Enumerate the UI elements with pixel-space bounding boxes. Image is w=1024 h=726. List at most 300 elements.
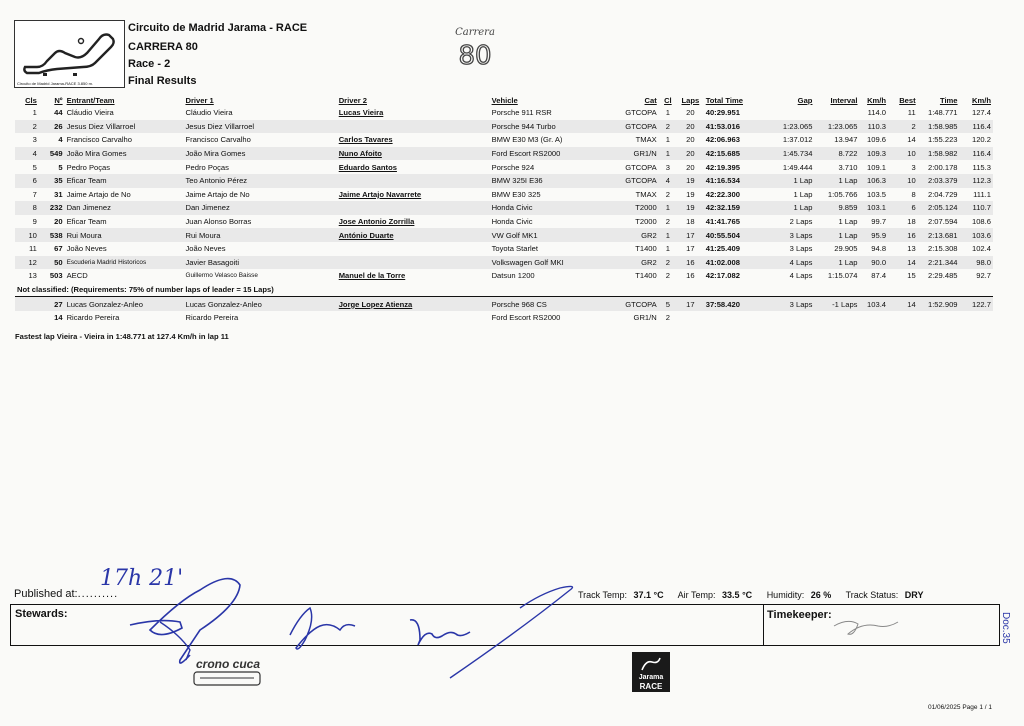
cell-kmh: 94.8 (871, 244, 887, 254)
cell-cat: GR1/N (613, 147, 658, 161)
jarama-race-logo (632, 652, 670, 692)
cell-laps: 19 (686, 189, 695, 199)
cell-laps: 19 (677, 201, 704, 215)
cell-best: 10 (888, 147, 918, 161)
cell-interval: 1:05.766 (827, 189, 858, 199)
cell-best: 2 (888, 120, 918, 134)
air-temp-label: Air Temp: (677, 590, 716, 600)
cell-total: 42:06.963 (705, 135, 740, 145)
cell-gap: 4 Laps (771, 256, 814, 270)
fastest-lap-note: Fastest lap Vieira - Vieira in 1:48.771 at 127.4 Km/h in lap 11 (15, 332, 229, 341)
cell-cat: T2000 (613, 201, 658, 215)
cell-cl: 2 (659, 120, 677, 134)
cell-gap: 1:23.065 (771, 120, 814, 134)
cell-gap: 1 Lap (771, 201, 814, 215)
cell-no: 14 (54, 313, 63, 323)
race-logo-text: RACE (639, 682, 663, 691)
cell-interval: 29.905 (834, 244, 858, 254)
cell-driver2: António Duarte (337, 228, 490, 242)
cell-time: 2:07.594 (927, 217, 958, 227)
logo-text: Carrera (455, 27, 495, 38)
logo-number: 80 (458, 41, 492, 70)
cell-cl: 1 (665, 108, 670, 118)
cell-entrant: Lucas Gonzalez-Anleo (65, 297, 184, 311)
cell-vehicle: Toyota Starlet (491, 244, 539, 254)
cell-driver1: João Mira Gomes (183, 147, 336, 161)
side-note: Doc.35 (1000, 612, 1011, 644)
cell-time: 2:00.178 (927, 162, 958, 172)
cell-kmh: 110.3 (859, 120, 888, 134)
published-at: Published at:.......... 17h 21' (14, 566, 184, 600)
circuit-title: Circuito de Madrid Jarama - RACE (128, 22, 308, 34)
cell-entrant: AECD (66, 271, 88, 281)
cell-vehicle: BMW E30 325 (491, 189, 541, 199)
cell-no: 44 (54, 108, 63, 118)
cell-total: 41:53.016 (704, 120, 771, 134)
cell-cl: 2 (665, 217, 670, 227)
cell-interval: 8.722 (814, 147, 859, 161)
results-table (15, 94, 993, 325)
cell-vehicle: Porsche 968 CS (490, 297, 614, 311)
cell-best (888, 311, 918, 325)
cell-driver1: Jaime Artajo de No (185, 189, 250, 199)
cell-total: 41:16.534 (704, 174, 771, 188)
cell-best: 11 (907, 108, 916, 118)
track-status-value: DRY (904, 590, 924, 600)
cell-laps: 19 (677, 174, 704, 188)
page-info: 01/06/2025 Page 1 / 1 (928, 704, 992, 711)
cell-gap (771, 311, 814, 325)
cell-kmh2: 112.3 (960, 174, 993, 188)
cell-vehicle: Porsche 944 Turbo (490, 120, 614, 134)
cell-driver2 (337, 311, 490, 325)
cell-interval: 3.710 (838, 162, 858, 172)
cell-vehicle: Honda Civic (490, 201, 614, 215)
cell-driver2: Lucas Vieira (338, 108, 384, 118)
cell-driver2 (337, 256, 490, 270)
cell-cls: 9 (32, 217, 37, 227)
cell-driver1: João Neves (185, 244, 226, 254)
cell-entrant: João Mira Gomes (65, 147, 184, 161)
cell-driver2: Manuel de la Torre (338, 271, 406, 281)
cell-total: 40:29.951 (705, 108, 740, 118)
table-row (15, 106, 993, 120)
column-header: Km/h (972, 95, 991, 105)
column-header: Nº (54, 95, 63, 105)
cell-driver2: Jorge Lopez Atienza (337, 297, 490, 311)
cell-time: 1:52.909 (918, 297, 960, 311)
cell-vehicle: BMW E30 M3 (Gr. A) (491, 135, 563, 145)
cell-time: 2:04.729 (927, 189, 958, 199)
crono-cuca-logo (188, 654, 268, 688)
cell-best: 3 (911, 162, 916, 172)
cell-no: 232 (39, 201, 65, 215)
cell-no: 35 (39, 174, 65, 188)
cell-cat: GR2 (613, 228, 658, 242)
cell-entrant: Jesus Diez Villarroel (65, 120, 184, 134)
cell-laps: 20 (677, 147, 704, 161)
cell-gap (771, 106, 814, 120)
cell-kmh2: 122.7 (960, 297, 993, 311)
cell-driver1: Javier Basagoiti (183, 256, 336, 270)
cell-vehicle: Porsche 911 RSR (491, 108, 552, 118)
cell-kmh: 103.4 (859, 297, 888, 311)
carrera-80-logo (450, 24, 500, 70)
cell-cls: 6 (15, 174, 39, 188)
cell-kmh2: 102.4 (971, 244, 991, 254)
cell-gap: 2 Laps (789, 217, 813, 227)
cell-cl: 5 (659, 297, 677, 311)
cell-gap: 1:37.012 (782, 135, 813, 145)
cell-total: 41:25.409 (705, 244, 740, 254)
cell-driver2 (337, 174, 490, 188)
cell-total: 42:15.685 (704, 147, 771, 161)
cell-laps (677, 311, 704, 325)
cell-gap: 4 Laps (789, 271, 813, 281)
table-row (15, 120, 993, 134)
cell-kmh: 87.4 (871, 271, 887, 281)
cell-cl: 2 (665, 313, 670, 323)
cell-cls: 10 (15, 228, 39, 242)
column-header: Interval (830, 95, 858, 105)
cell-driver1: Cláudio Vieira (185, 108, 233, 118)
column-header: Driver 1 (185, 95, 214, 105)
cell-driver2: Nuno Afoito (337, 147, 490, 161)
column-header: Laps (681, 95, 700, 105)
cell-total: 37:58.420 (704, 297, 771, 311)
column-header: Time (939, 95, 958, 105)
cell-cat: GTCOPA (613, 297, 658, 311)
cell-no: 4 (58, 135, 63, 145)
cell-vehicle: Datsun 1200 (491, 271, 535, 281)
track-map (14, 20, 125, 88)
cell-driver1: Lucas Gonzalez-Anleo (183, 297, 336, 311)
published-label: Published at: (14, 588, 78, 600)
cell-best: 16 (888, 228, 918, 242)
humidity-label: Humidity: (766, 590, 805, 600)
cell-driver1: Dan Jimenez (183, 201, 336, 215)
track-caption: Circuito de Madrid Jarama-RACE 3.850 m. (17, 81, 94, 86)
cell-cat: GR2 (613, 256, 658, 270)
cell-cl: 2 (665, 271, 670, 281)
cell-total: 42:32.159 (704, 201, 771, 215)
column-header: Cl (664, 95, 672, 105)
cell-cl: 2 (665, 189, 670, 199)
cell-gap: 1 Lap (793, 189, 813, 199)
cell-kmh: 103.5 (867, 189, 887, 199)
cell-laps: 20 (686, 162, 695, 172)
cell-driver1: Teo Antonio Pérez (183, 174, 336, 188)
section-title: Final Results (128, 75, 197, 87)
cell-entrant: Francisco Carvalho (66, 135, 132, 145)
race-title: Race - 2 (128, 58, 171, 70)
cell-driver2: Eduardo Santos (338, 162, 397, 172)
cell-cls: 2 (15, 120, 39, 134)
table-row (15, 256, 993, 270)
not-classified-label: Not classified: (Requirements: 75% of number laps of leader = 15 Laps) (17, 285, 274, 295)
cell-time: 2:13.681 (918, 228, 960, 242)
box-divider (763, 605, 764, 645)
cell-laps: 17 (677, 297, 704, 311)
event-title: CARRERA 80 (128, 41, 198, 53)
cell-no: 503 (49, 271, 63, 281)
column-header: Cat (644, 95, 657, 105)
circuit-layout-icon (17, 23, 121, 79)
column-header: Total Time (705, 95, 743, 105)
cell-time: 1:58.985 (918, 120, 960, 134)
track-temp-label: Track Temp: (578, 590, 628, 600)
cell-entrant: Rui Moura (65, 228, 184, 242)
cell-total: 42:22.300 (705, 189, 740, 199)
track-status-label: Track Status: (845, 590, 899, 600)
cell-total (704, 311, 771, 325)
cell-cl: 2 (659, 256, 677, 270)
cell-kmh: 103.1 (859, 201, 888, 215)
cell-kmh: 109.3 (859, 147, 888, 161)
table-row (15, 215, 993, 229)
cell-cat: T1400 (635, 244, 657, 254)
cell-driver1: Rui Moura (183, 228, 336, 242)
cell-entrant: João Neves (66, 244, 107, 254)
published-time-handwritten: 17h 21' (100, 566, 184, 591)
stewards-label: Stewards: (15, 608, 68, 620)
cell-laps: 20 (686, 135, 695, 145)
column-header: Cls (25, 95, 37, 105)
cell-entrant: Pedro Poças (66, 162, 111, 172)
cell-driver1: Guillermo Velasco Baisse (185, 272, 258, 280)
cell-time: 1:58.982 (918, 147, 960, 161)
signature-box (10, 604, 1000, 646)
cell-no: 549 (39, 147, 65, 161)
cell-cl: 1 (659, 201, 677, 215)
cell-cls (15, 297, 39, 311)
cell-cl: 4 (659, 174, 677, 188)
table-header (15, 94, 993, 106)
column-header: Gap (797, 95, 813, 105)
table-row (15, 188, 993, 202)
cell-kmh: 109.6 (867, 135, 887, 145)
cell-laps: 18 (686, 217, 695, 227)
not-classified-header (15, 283, 993, 297)
cell-no: 31 (54, 189, 63, 199)
cell-kmh2: 116.4 (960, 147, 993, 161)
cell-gap: 3 Laps (771, 297, 814, 311)
cell-gap: 1 Lap (771, 174, 814, 188)
cell-cat: GR1/N (633, 313, 657, 323)
cell-best: 13 (907, 244, 916, 254)
column-header: Driver 2 (338, 95, 367, 105)
timekeeper-label: Timekeeper: (767, 609, 832, 621)
cell-kmh: 90.0 (859, 256, 888, 270)
cell-cat: GTCOPA (613, 174, 658, 188)
cell-cls: 11 (29, 244, 37, 254)
table-row (15, 174, 993, 188)
cell-best: 10 (888, 174, 918, 188)
cell-cat: TMAX (635, 189, 657, 199)
cell-cls: 5 (32, 162, 37, 172)
cell-entrant: Eficar Team (65, 174, 184, 188)
table-row (15, 269, 993, 283)
cell-no: 538 (39, 228, 65, 242)
cell-kmh: 99.7 (871, 217, 887, 227)
crono-logo-text: crono cuca (195, 657, 261, 671)
cell-best: 14 (907, 135, 916, 145)
cell-cls: 7 (32, 189, 37, 199)
cell-interval (814, 311, 859, 325)
cell-best: 15 (907, 271, 916, 281)
cell-laps: 17 (686, 244, 695, 254)
cell-kmh2: 115.3 (972, 162, 991, 172)
cell-total: 42:17.082 (705, 271, 740, 281)
jarama-logo-text: Jarama (638, 674, 664, 681)
cell-time: 2:15.308 (927, 244, 958, 254)
cell-kmh2: 111.1 (973, 189, 991, 199)
table-row (15, 228, 993, 242)
cell-cls: 13 (28, 271, 37, 281)
cell-interval: 1:23.065 (814, 120, 859, 134)
cell-kmh2: 127.4 (971, 108, 991, 118)
cell-interval: 1 Lap (814, 228, 859, 242)
cell-kmh: 95.9 (859, 228, 888, 242)
cell-cl: 1 (665, 135, 670, 145)
column-header: Vehicle (491, 95, 518, 105)
cell-kmh2: 103.6 (960, 228, 993, 242)
cell-kmh2: 92.7 (976, 271, 991, 281)
cell-laps: 20 (677, 120, 704, 134)
cell-cls: 8 (15, 201, 39, 215)
cell-kmh: 109.1 (867, 162, 887, 172)
cell-driver2: Carlos Tavares (338, 135, 393, 145)
cell-vehicle: Ford Escort RS2000 (491, 313, 561, 323)
cell-gap: 3 Laps (789, 244, 813, 254)
table-row (15, 133, 993, 147)
cell-interval: 9.859 (814, 201, 859, 215)
cell-cl: 1 (659, 147, 677, 161)
cell-total: 42:19.395 (705, 162, 740, 172)
cell-kmh2: 116.4 (960, 120, 993, 134)
cell-cat: T1400 (635, 271, 657, 281)
cell-gap: 1:45.734 (771, 147, 814, 161)
cell-entrant: Jaime Artajo de No (66, 189, 131, 199)
cell-cat: GTCOPA (625, 108, 657, 118)
cell-kmh (859, 311, 888, 325)
cell-vehicle: BMW 325I E36 (490, 174, 614, 188)
humidity-value: 26 % (810, 590, 832, 600)
cell-driver1: Ricardo Pereira (185, 313, 239, 323)
cell-total: 40:55.504 (704, 228, 771, 242)
cell-no: 5 (58, 162, 63, 172)
cell-total: 41:02.008 (704, 256, 771, 270)
cell-vehicle: Honda Civic (491, 217, 533, 227)
cell-best: 14 (888, 256, 918, 270)
cell-entrant: Ricardo Pereira (66, 313, 120, 323)
cell-entrant: Escuderia Madrid Historicos (65, 256, 184, 270)
column-header: Best (899, 95, 916, 105)
cell-no: 67 (54, 244, 63, 254)
cell-cl: 1 (659, 228, 677, 242)
cell-cls: 4 (15, 147, 39, 161)
results-body (15, 106, 993, 325)
cell-driver1: Francisco Carvalho (185, 135, 251, 145)
cell-driver2 (337, 242, 490, 256)
cell-interval: 13.947 (834, 135, 858, 145)
cell-entrant: Eficar Team (66, 217, 107, 227)
cell-gap: 1:49.444 (782, 162, 813, 172)
cell-time: 1:48.771 (927, 108, 958, 118)
cell-driver2: Jose Antonio Zorrilla (338, 217, 415, 227)
cell-cat: GTCOPA (613, 120, 658, 134)
cell-total: 41:41.765 (705, 217, 740, 227)
cell-best: 14 (888, 297, 918, 311)
cell-best: 18 (907, 217, 916, 227)
cell-kmh2 (960, 311, 993, 325)
cell-kmh2: 108.6 (971, 217, 991, 227)
cell-cls: 1 (32, 108, 37, 118)
cell-interval (814, 106, 859, 120)
cell-cat: T2000 (635, 217, 657, 227)
table-row (15, 160, 993, 174)
cell-laps: 16 (677, 256, 704, 270)
column-header: Km/h (867, 95, 887, 105)
table-row (15, 297, 993, 311)
cell-cls: 12 (15, 256, 39, 270)
cell-driver2 (337, 201, 490, 215)
cell-time: 2:21.344 (918, 256, 960, 270)
cell-no: 50 (39, 256, 65, 270)
cell-cat: TMAX (635, 135, 657, 145)
cell-time: 2:03.379 (918, 174, 960, 188)
cell-best: 8 (911, 189, 916, 199)
cell-driver1: Juan Alonso Borras (185, 217, 252, 227)
table-row (15, 201, 993, 215)
track-temp-value: 37.1 °C (633, 590, 664, 600)
cell-cat: GTCOPA (625, 162, 657, 172)
cell-driver2: Jaime Artajo Navarrete (338, 189, 422, 199)
air-temp-value: 33.5 °C (722, 590, 753, 600)
cell-time: 1:55.223 (927, 135, 958, 145)
cell-time (918, 311, 960, 325)
cell-interval: 1 Lap (838, 217, 858, 227)
cell-cl: 3 (665, 162, 670, 172)
table-row (15, 147, 993, 161)
cell-time: 2:05.124 (918, 201, 960, 215)
cell-laps: 16 (686, 271, 695, 281)
cell-no: 20 (54, 217, 63, 227)
cell-no: 26 (39, 120, 65, 134)
cell-cls (15, 311, 39, 325)
cell-interval: 1 Lap (814, 174, 859, 188)
cell-vehicle: Ford Escort RS2000 (490, 147, 614, 161)
cell-interval: 1:15.074 (827, 271, 858, 281)
column-header: Entrant/Team (66, 95, 115, 105)
cell-laps: 20 (686, 108, 695, 118)
cell-kmh: 114.0 (867, 108, 887, 118)
cell-driver1: Jesus Diez Villarroel (183, 120, 336, 134)
table-row (15, 311, 993, 325)
cell-no: 27 (39, 297, 65, 311)
cell-driver1: Pedro Poças (185, 162, 229, 172)
cell-interval: 1 Lap (814, 256, 859, 270)
cell-vehicle: Volkswagen Golf MKI (490, 256, 614, 270)
weather-info (578, 590, 935, 600)
cell-kmh2: 120.2 (971, 135, 991, 145)
cell-kmh2: 110.7 (960, 201, 993, 215)
cell-cl: 1 (665, 244, 670, 254)
cell-driver2 (337, 120, 490, 134)
cell-time: 2:29.485 (927, 271, 958, 281)
table-row (15, 242, 993, 256)
cell-kmh: 106.3 (859, 174, 888, 188)
